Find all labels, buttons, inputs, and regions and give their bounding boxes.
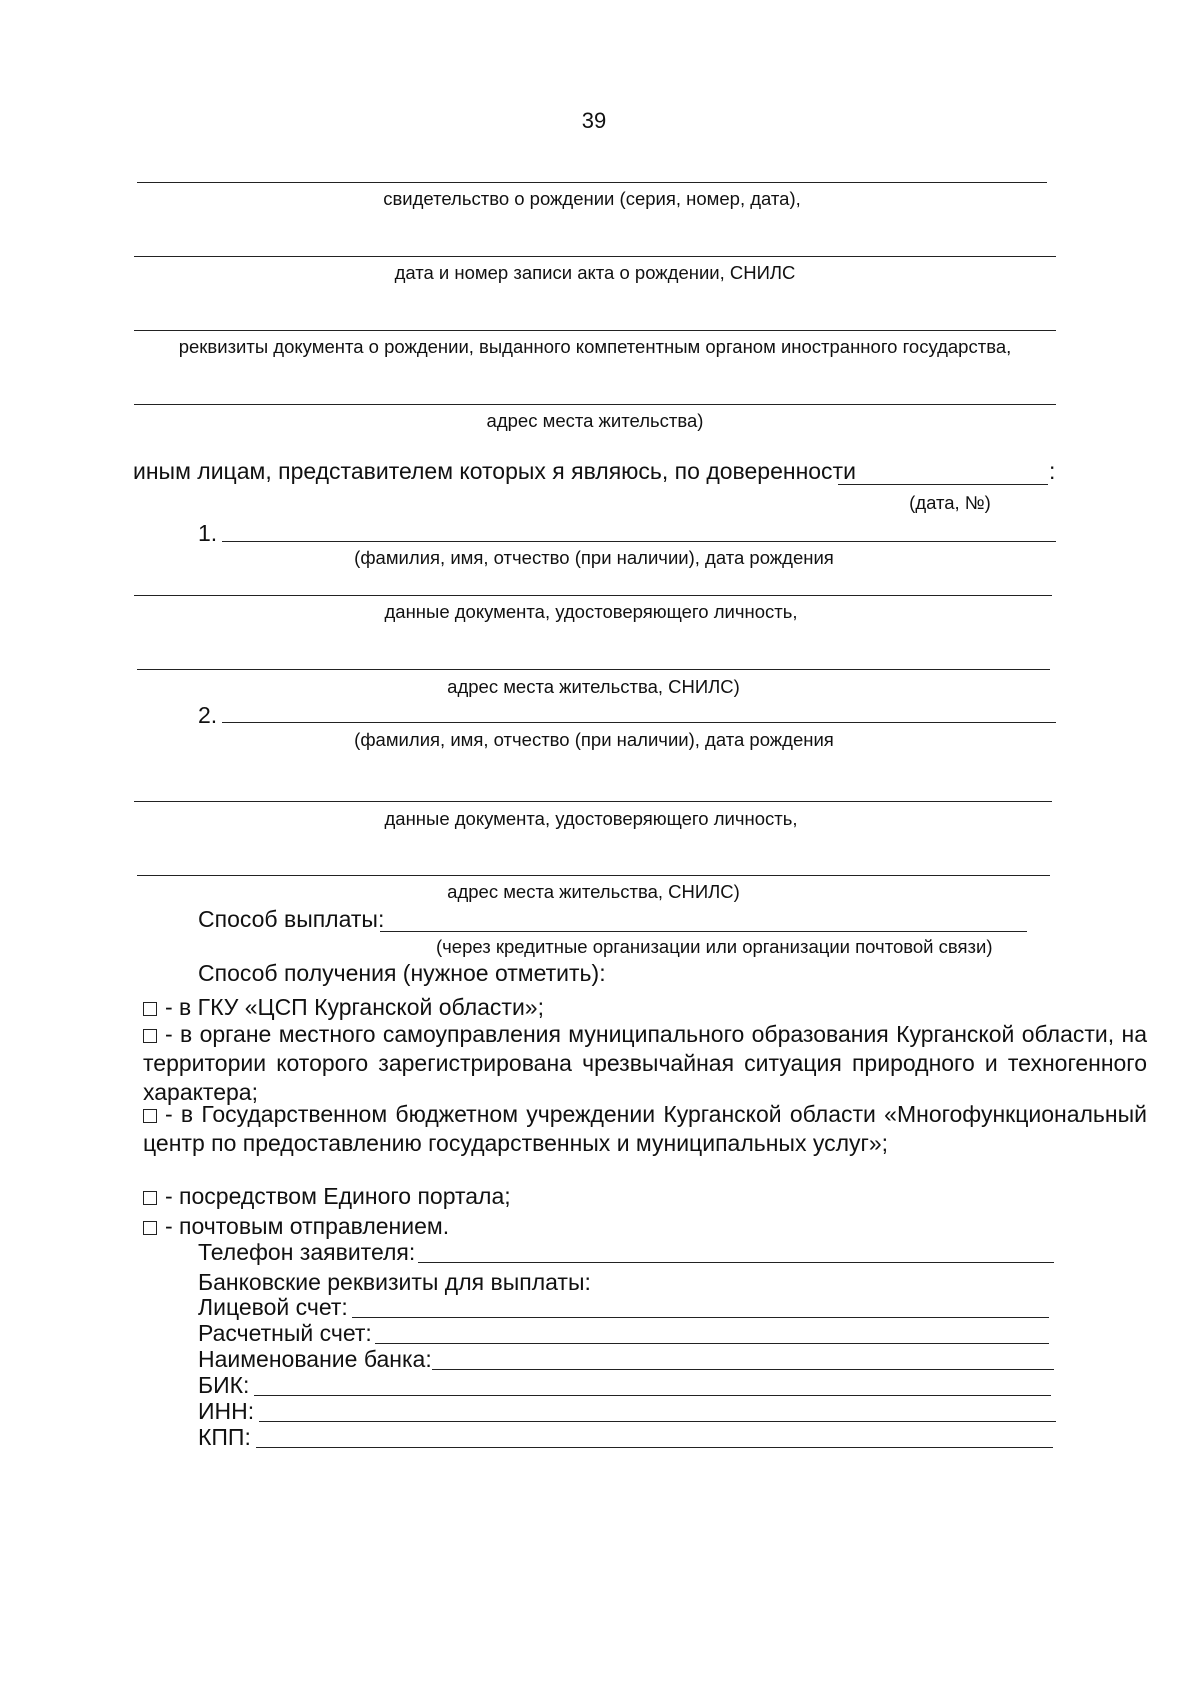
blank-line-phone[interactable]	[418, 1262, 1054, 1263]
receipt-option-2-text: - в органе местного самоуправления муниципального образования Курганской области, на территории которого зарегистрирована чрезвычайная ситуация природного и техногенного характера;	[143, 1021, 1147, 1105]
checkbox-icon[interactable]	[143, 1191, 157, 1205]
receipt-option-1[interactable]	[143, 993, 1147, 1022]
blank-line-person-1-name[interactable]	[222, 541, 1056, 542]
bik-label: БИК:	[198, 1372, 250, 1398]
receipt-option-5-text: - почтовым отправлением.	[165, 1213, 450, 1239]
caption-foreign-document: реквизиты документа о рождении, выданного компетентным органом иностранного государства,	[178, 336, 1012, 357]
caption-residence-address: адрес места жительства)	[486, 410, 704, 431]
caption-person-1-name: (фамилия, имя, отчество (при наличии), дата рождения	[354, 547, 834, 568]
blank-line-person-1-doc[interactable]	[134, 595, 1052, 596]
caption-person-2-doc: данные документа, удостоверяющего личность,	[384, 808, 798, 829]
blank-line-residence[interactable]	[134, 404, 1056, 405]
receipt-option-5[interactable]	[143, 1212, 1147, 1241]
blank-line-inn[interactable]	[259, 1421, 1056, 1422]
receipt-option-3-text: - в Государственном бюджетном учреждении Курганской области «Многофункциональный центр по предоставлению государственных и муниципальных услуг»;	[143, 1101, 1147, 1156]
blank-line-birth-record[interactable]	[134, 256, 1056, 257]
blank-line-payment-method[interactable]	[380, 931, 1027, 932]
receipt-option-3[interactable]	[143, 1100, 1147, 1158]
blank-line-proxy[interactable]	[838, 484, 1048, 485]
receipt-option-2[interactable]	[143, 1020, 1147, 1107]
receipt-option-4[interactable]	[143, 1182, 1147, 1211]
person-1-number: 1.	[198, 520, 218, 546]
blank-line-bank-name[interactable]	[432, 1369, 1054, 1370]
proxy-colon: :	[1049, 458, 1056, 484]
phone-label: Телефон заявителя:	[198, 1239, 416, 1265]
blank-line-settlement[interactable]	[375, 1343, 1049, 1344]
blank-line-foreign-doc[interactable]	[134, 330, 1056, 331]
caption-birth-certificate: свидетельство о рождении (серия, номер, дата),	[383, 188, 801, 209]
receipt-method-heading: Способ получения (нужное отметить):	[198, 960, 606, 986]
blank-line-person-2-addr[interactable]	[137, 875, 1050, 876]
blank-line-person-1-addr[interactable]	[137, 669, 1050, 670]
caption-person-1-doc: данные документа, удостоверяющего личность,	[384, 601, 798, 622]
blank-line-person-2-doc[interactable]	[134, 801, 1052, 802]
checkbox-icon[interactable]	[143, 1109, 157, 1123]
caption-person-1-addr: адрес места жительства, СНИЛС)	[447, 676, 740, 697]
payment-method-label: Способ выплаты:	[198, 906, 385, 932]
blank-line-birth-cert[interactable]	[137, 182, 1047, 183]
page-number: 39	[581, 108, 607, 133]
blank-line-account[interactable]	[352, 1317, 1049, 1318]
blank-line-kpp[interactable]	[256, 1447, 1053, 1448]
bank-details-heading: Банковские реквизиты для выплаты:	[198, 1269, 591, 1295]
caption-person-2-addr: адрес места жительства, СНИЛС)	[447, 881, 740, 902]
payment-method-note: (через кредитные организации или организации почтовой связи)	[436, 936, 993, 957]
caption-person-2-name: (фамилия, имя, отчество (при наличии), дата рождения	[354, 729, 834, 750]
account-label: Лицевой счет:	[198, 1294, 348, 1320]
proxy-text: иным лицам, представителем которых я являюсь, по доверенности	[133, 458, 856, 484]
checkbox-icon[interactable]	[143, 1221, 157, 1235]
receipt-option-1-text: - в ГКУ «ЦСП Курганской области»;	[165, 994, 544, 1020]
receipt-option-4-text: - посредством Единого портала;	[165, 1183, 511, 1209]
proxy-note: (дата, №)	[909, 492, 991, 513]
settlement-label: Расчетный счет:	[198, 1320, 372, 1346]
person-2-number: 2.	[198, 702, 218, 728]
checkbox-icon[interactable]	[143, 1002, 157, 1016]
bank-name-label: Наименование банка:	[198, 1346, 432, 1372]
inn-label: ИНН:	[198, 1398, 255, 1424]
blank-line-bik[interactable]	[254, 1395, 1051, 1396]
kpp-label: КПП:	[198, 1424, 251, 1450]
blank-line-person-2-name[interactable]	[222, 722, 1056, 723]
caption-birth-record: дата и номер записи акта о рождении, СНИЛС	[394, 262, 796, 283]
checkbox-icon[interactable]	[143, 1029, 157, 1043]
